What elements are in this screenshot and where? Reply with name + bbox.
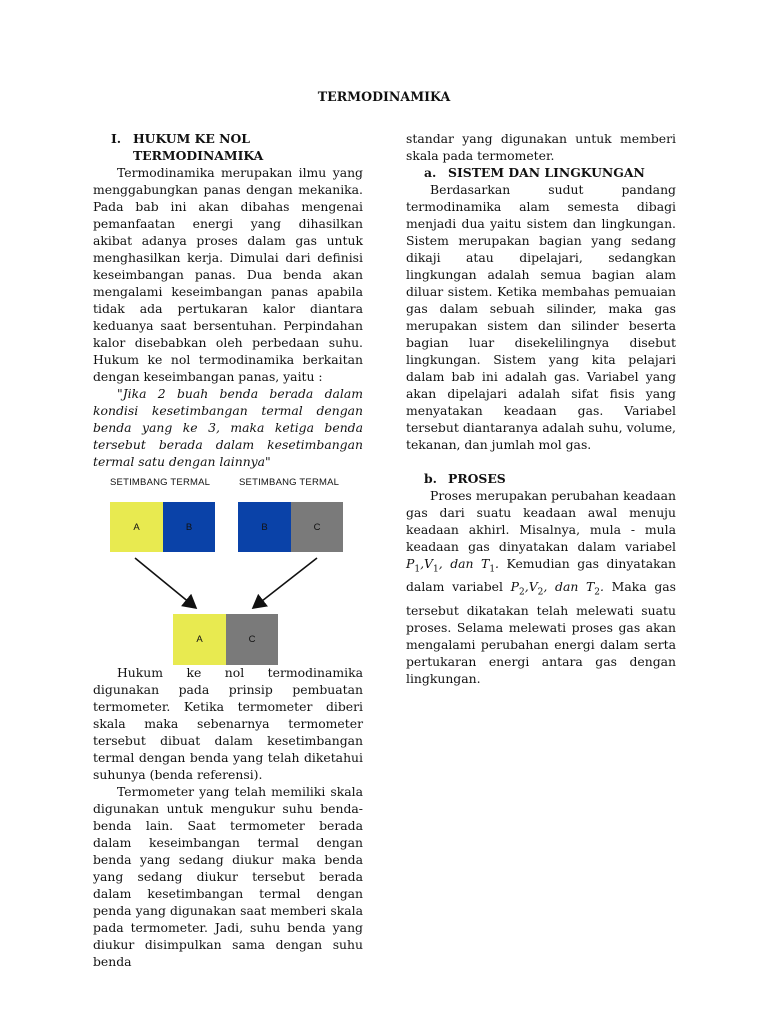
diagram-label-left: SETIMBANG TERMAL — [110, 477, 211, 488]
section-b-paragraph: Proses merupakan perubahan keadaan gas dari suatu keadaan awal menuju keadaan akhirl. Misalnya, mula - mula keadaan gas dinyatakan dalam variabel $P_1,V_1$, dan $T_1$. Kemudian gas dinyatakan dalam variabel $P_2,V_2$, dan $T_2$. Maka gas tersebut dikatakan telah melewati suatu proses. Selama melewati proses gas akan mengalami perubahan energi dalam serta pertukaran energi antara gas dengan lingkungan. — [406, 488, 676, 686]
section-a-heading — [406, 164, 676, 181]
initial-state-variables: $P_1,V_1$, dan $T_1$. — [406, 556, 499, 575]
left-column — [93, 130, 363, 970]
diagram-label-right: SETIMBANG TERMAL — [239, 477, 340, 488]
right-column — [406, 130, 676, 687]
section-1-number: I. — [111, 131, 122, 146]
arrow-left — [135, 558, 196, 608]
box-b-top-right: B — [238, 502, 291, 552]
section-1-paragraph-1: Termodinamika merupakan ilmu yang menggabungkan panas dengan mekanika. Pada bab ini akan dibahas mengenai pemanfaatan energi yang dihasilkan akibat adanya proses dalam gas untuk menghasilkan kerja. Dimulai dari definisi keseimbangan panas. Dua benda akan mengalami keseimbangan panas apabila tidak ada pertukaran kalor diantara keduanya saat bersentuhan. Perpindahan kalor disebabkan oleh perbedaan suhu. Hukum ke nol termodinamika berkaitan dengan keseimbangan panas, yaitu : — [93, 165, 363, 384]
section-1-paragraph-3-continued: standar yang digunakan untuk memberi skala pada termometer. — [406, 131, 676, 163]
arrow-right — [253, 558, 317, 608]
section-1-paragraph-2: Hukum ke nol termodinamika digunakan pada prinsip pembuatan termometer. Ketika termometer diberi skala maka sebenarnya termometer tersebut dibuat dalam kesetimbangan termal dengan benda yang telah diketahui suhunya (benda referensi). — [93, 665, 363, 782]
page-title: TERMODINAMIKA — [317, 89, 451, 104]
section-a-title: SISTEM DAN LINGKUNGAN — [448, 165, 645, 180]
section-1-heading — [93, 130, 363, 164]
box-c-top: C — [291, 502, 343, 552]
section-1-paragraph-3: Termometer yang telah memiliki skala digunakan untuk mengukur suhu benda-benda lain. Saat termometer berada dalam keseimbangan termal dengan benda yang sedang diukur maka benda yang sedang diukur tersebut berada dalam kesetimbangan termal dengan penda yang digunakan saat memberi skala pada termometer. Jadi, suhu benda yang diukur disimpulkan sama dengan suhu benda — [93, 784, 363, 969]
box-b-top-left: B — [163, 502, 215, 552]
section-b-heading — [406, 470, 676, 487]
final-state-variables: $P_2,V_2$, dan $T_2$. — [510, 579, 604, 598]
section-a-letter: a. — [424, 165, 437, 180]
thermal-equilibrium-diagram — [93, 474, 363, 662]
box-c-bottom: C — [226, 614, 278, 665]
section-a-paragraph: Berdasarkan sudut pandang termodinamika alam semesta dibagi menjadi dua yaitu sistem dan lingkungan. Sistem merupakan bagian yang sedang dikaji atau dipelajari, sedangkan lingkungan adalah semua bagian alam diluar sistem. Ketika membahas pemuaian gas dalam sebuah silinder, maka gas merupakan sistem dan silinder beserta bagian luar disekelilingnya disebut lingkungan. Sistem yang kita pelajari dalam bab ini adalah gas. Variabel yang akan dipelajari adalah sifat fisis yang menyatakan keadaan gas. Variabel tersebut diantaranya adalah suhu, volume, tekanan, dan jumlah mol gas. — [406, 182, 676, 452]
box-a-bottom: A — [173, 614, 226, 665]
box-a-top: A — [110, 502, 163, 552]
section-b-title: PROSES — [448, 471, 506, 486]
section-b-letter: b. — [424, 471, 437, 486]
zeroth-law-quote: "Jika 2 buah benda berada dalam kondisi kesetimbangan termal dengan benda yang ke 3, maka ketiga benda tersebut berada dalam kesetimbangan termal satu dengan lainnya" — [93, 386, 363, 469]
section-1-title: HUKUM KE NOL TERMODINAMIKA — [132, 131, 264, 163]
